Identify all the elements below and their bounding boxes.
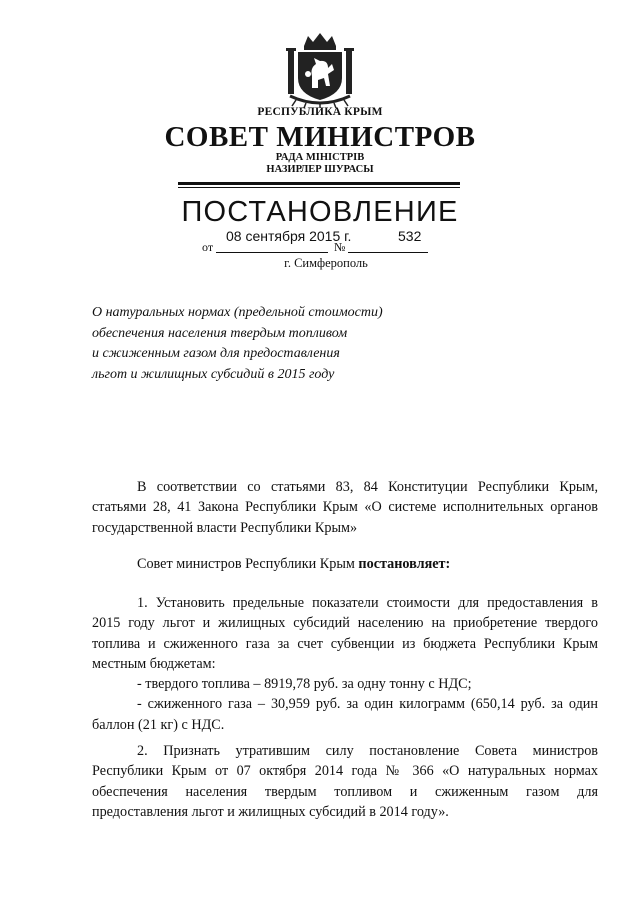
header-council-ua: РАДА МІНІСТРІВ (275, 152, 365, 163)
resolves-keyword: постановляет: (358, 556, 451, 572)
title-line: льгот и жилищных субсидий в 2015 году (92, 366, 335, 382)
header-divider (178, 182, 460, 185)
number-underline (348, 252, 428, 253)
item-2: 2. Признать утратившим силу постановление Совета министров Республики Крым от 07 октября 2014 года № 366 «О натуральных нормах обеспечения населения твердым топливом и сжиженным газом для предоставления льгот и жилищных субсидий в 2014 году». (92, 743, 598, 820)
preamble: В соответствии со статьями 83, 84 Конституции Республики Крым, статьями 28, 41 Закона Республики Крым «О системе исполнительных органов государственной власти Республики Крым» (92, 479, 598, 536)
resolves-text: Совет министров Республики Крым (137, 556, 359, 572)
item-1-text: 1. Установить предельные показатели стоимости для предоставления в 2015 году льгот и жилищных субсидий населению на приобретение твердого топлива и сжиженного газа за счет субвенции из бюджета Республики Крым местным бюджетам: (92, 595, 598, 672)
decree-title (92, 303, 432, 385)
header-republic: РЕСПУБЛИКА КРЫМ (257, 106, 383, 118)
resolves-line (92, 554, 598, 574)
number-label: № (334, 240, 346, 254)
from-label: от (202, 240, 214, 254)
city: г. Симферополь (284, 256, 368, 270)
title-line: О натуральных нормах (предельной стоимости) (92, 305, 383, 320)
item-1-gas: - сжиженного газа – 30,959 руб. за один килограмм (650,14 руб. за один баллон (21 кг) с НДС. (92, 696, 598, 733)
header-divider-thin (178, 187, 460, 188)
document-type: ПОСТАНОВЛЕНИЕ (181, 196, 459, 228)
decree-number: 532 (398, 228, 422, 244)
title-line: и сжиженным газом для предоставления (92, 346, 340, 361)
title-line: обеспечения населения твердым топливом (92, 325, 348, 341)
decree-date: 08 сентября 2015 г. (226, 228, 352, 244)
crimea-coat-of-arms-icon (282, 30, 358, 108)
header-council: СОВЕТ МИНИСТРОВ (164, 121, 476, 153)
date-underline (216, 252, 328, 253)
item-1-solid-fuel: - твердого топлива – 8919,78 руб. за одну тонну с НДС; (137, 676, 472, 693)
header-council-crt: НАЗИРЛЕР ШУРАСЫ (266, 164, 374, 175)
item-1 (92, 593, 598, 735)
